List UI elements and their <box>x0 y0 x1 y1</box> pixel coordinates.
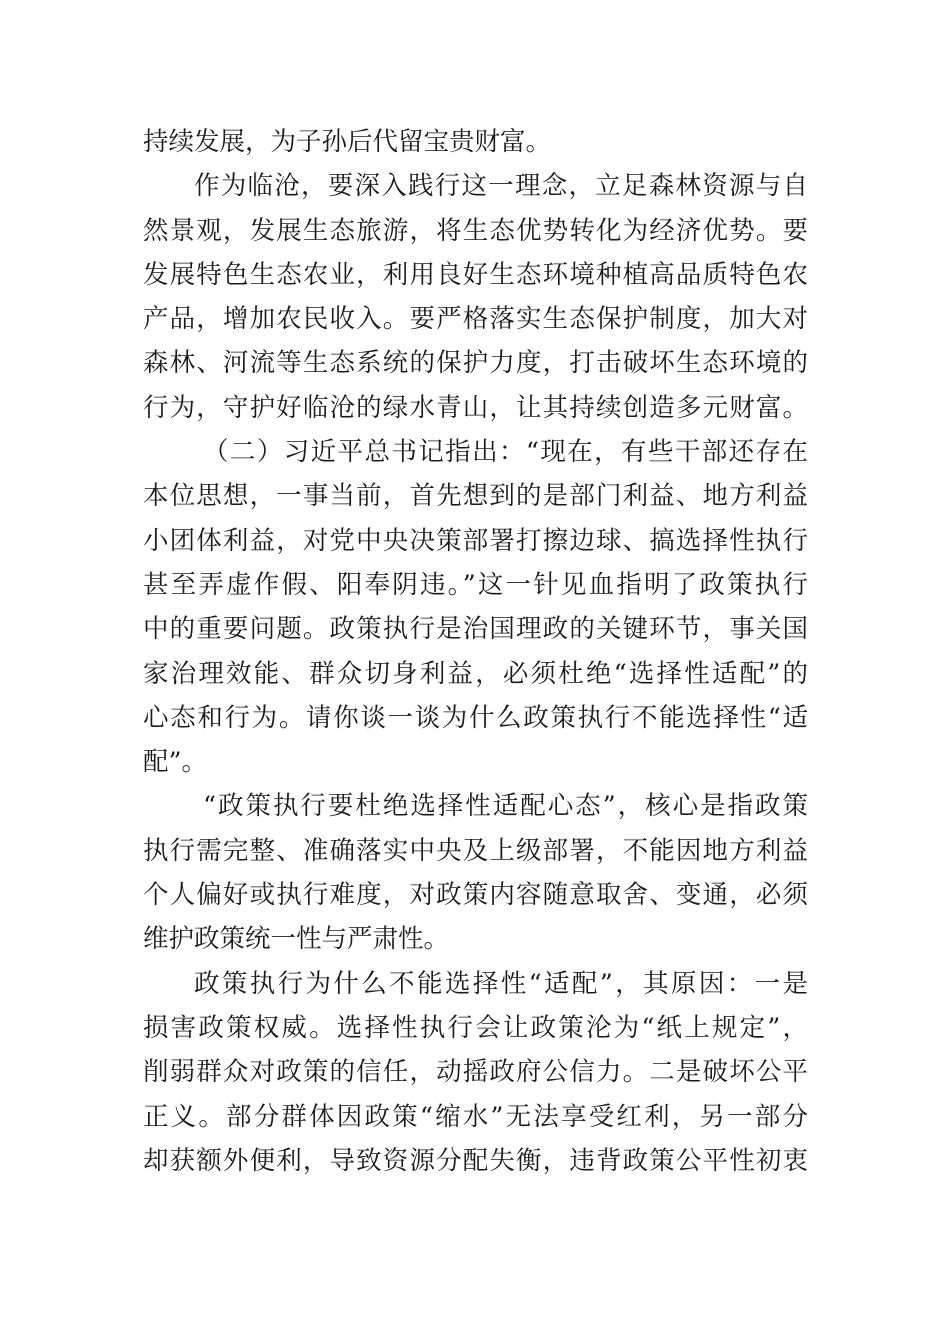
text-line: 行为，守护好临沧的绿水青山，让其持续创造多元财富。 <box>143 392 808 423</box>
text-line: 中的重要问题。政策执行是治国理政的关键环节，事关国 <box>143 614 808 645</box>
text-line: 削弱群众对政策的信任，动摇政府公信力。二是破坏公平 <box>143 1057 808 1088</box>
text-line: 正义。部分群体因政策“缩水”无法享受红利，另一部分 <box>143 1101 808 1132</box>
text-line: 甚至弄虚作假、阳奉阴违。”这一针见血指明了政策执行 <box>143 569 808 600</box>
text-line: “政策执行要杜绝选择性适配心态”，核心是指政策 <box>203 791 808 822</box>
body-text <box>143 120 808 1183</box>
text-line: 执行需完整、准确落实中央及上级部署，不能因地方利益 <box>143 835 808 866</box>
text-line: 政策执行为什么不能选择性“适配”，其原因：一是 <box>194 968 808 999</box>
text-line: 森林、河流等生态系统的保护力度，打击破坏生态环境的 <box>143 348 808 379</box>
text-line: 然景观，发展生态旅游，将生态优势转化为经济优势。要 <box>143 215 808 246</box>
text-line: 损害政策权威。选择性执行会让政策沦为“纸上规定”， <box>143 1012 808 1043</box>
text-line: 心态和行为。请你谈一谈为什么政策执行不能选择性“适 <box>143 702 808 733</box>
text-line: 持续发展，为子孙后代留宝贵财富。 <box>143 127 552 157</box>
paragraph-lincang <box>143 164 808 430</box>
paragraph-definition <box>143 784 808 961</box>
text-line: 作为临沧，要深入践行这一理念，立足森林资源与自 <box>194 171 808 202</box>
text-line: 产品，增加农民收入。要严格落实生态保护制度，加大对 <box>143 304 808 335</box>
text-line: 发展特色生态农业，利用良好生态环境种植高品质特色农 <box>143 259 808 290</box>
text-line: 却获额外便利，导致资源分配失衡，违背政策公平性初衷 <box>143 1145 808 1176</box>
text-line: （二）习近平总书记指出：“现在，有些干部还存在 <box>203 437 808 468</box>
text-line: 小团体利益，对党中央决策部署打擦边球、搞选择性执行 <box>143 525 808 556</box>
paragraph-question-two <box>143 430 808 784</box>
paragraph-continuation <box>143 120 808 164</box>
text-line: 维护政策统一性与严肃性。 <box>143 924 450 955</box>
text-line: 本位思想，一事当前，首先想到的是部门利益、地方利益 <box>143 481 808 512</box>
text-line: 家治理效能、群众切身利益，必须杜绝“选择性适配”的 <box>143 658 808 689</box>
text-line: 配”。 <box>143 747 208 778</box>
paragraph-reasons <box>143 962 808 1183</box>
text-line: 个人偏好或执行难度，对政策内容随意取舍、变通，必须 <box>143 880 808 911</box>
